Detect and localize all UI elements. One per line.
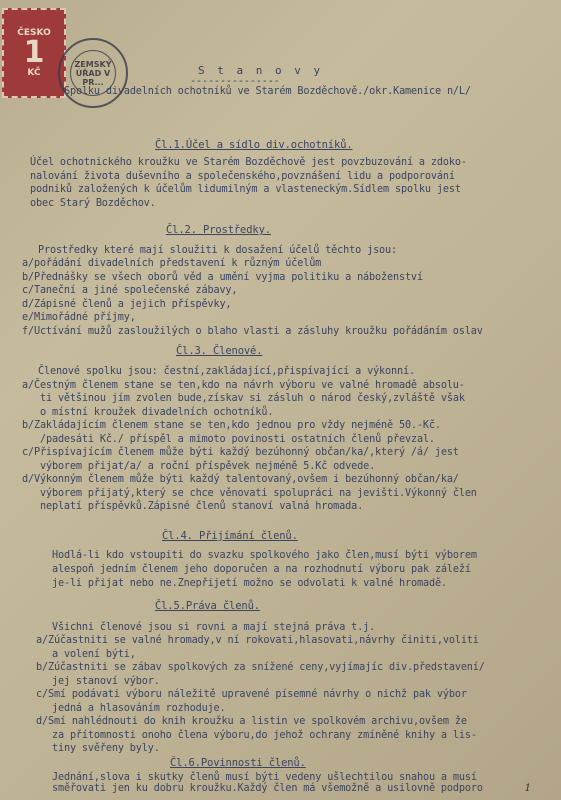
section-3-line: /padesáti Kč./ příspěl a mimoto povinosti ostatních členů převzal. xyxy=(40,434,435,445)
section-3-heading: Čl.3. Členové. xyxy=(176,345,263,357)
section-1-heading: Čl.1.Účel a sídlo div.ochotníků. xyxy=(155,139,353,151)
section-1-line: obec Starý Bozděchov. xyxy=(30,198,156,209)
section-3-line: výborem přijatý,který se chce věnovati spolupráci na jevišti.Výkonný člen xyxy=(40,488,477,499)
section-2-line: e/Mimořádné příjmy, xyxy=(22,312,136,323)
section-3-line: neplatí příspěvků.Zápisné členů stanoví valná hromada. xyxy=(40,501,364,512)
stamp-value: 1 xyxy=(23,35,45,70)
section-4-line: alespoň jedním členem jeho doporučen a na rozhodnutí výboru pak záleží xyxy=(52,564,471,575)
document-subtitle: Spolku divadelních ochotníků ve Starém Bozděchově./okr.Kamenice n/L/ xyxy=(64,86,471,97)
section-3-line: o místní kroužek divadelních ochotníků. xyxy=(40,407,274,418)
section-5-line: b/Zúčastniti se zábav spolkových za snížené ceny,vyjímajíc div.představení/ xyxy=(36,662,485,673)
section-5-line: jej stanoví výbor. xyxy=(52,676,160,687)
stamp-bottom-text: KČ xyxy=(27,68,41,78)
stamp-top-text: ČESKO xyxy=(17,28,51,38)
section-5-line: a volení býti, xyxy=(52,649,136,660)
section-3-line: výborem přijat/a/ a roční příspěvek nejméně 5.Kč odvede. xyxy=(40,461,376,472)
section-4-heading: Čl.4. Přijímání členů. xyxy=(162,530,298,542)
page-number: 1 xyxy=(524,783,531,794)
section-3-line: Členové spolku jsou: čestní,zakládající,přispívající a výkonní. xyxy=(38,366,415,377)
section-6-line: směřovati jen ku dobru kroužku.Každý člen má všemožně a usilovně podporo xyxy=(52,783,483,794)
section-5-line: a/Zúčastniti se valné hromady,v ní rokovati,hlasovati,návrhy činiti,voliti xyxy=(36,635,479,646)
section-5-line: za přítomnosti onoho člena výboru,do jehož ochrany zmíněné knihy a lis- xyxy=(52,730,477,741)
section-6-heading: Čl.6.Povinnosti členů. xyxy=(170,757,306,769)
section-4-line: je-li přijat nebo ne.Znepřijetí možno se odvolati k valné hromadě. xyxy=(52,578,447,589)
section-5-line: jedná a hlasováním rozhoduje. xyxy=(52,703,226,714)
section-3-line: d/Výkonným členem může býti každý talentovaný,ovšem i bezúhonný občan/ka/ xyxy=(22,474,459,485)
official-seal xyxy=(58,38,128,108)
title-underline: --------------- xyxy=(190,76,280,87)
postage-stamp xyxy=(2,8,66,98)
seal-text: ZEMSKÝ ÚŘAD V PR... xyxy=(74,59,112,87)
section-3-line: ti většinou jím zvolen bude,získav si zásluh o národ český,zvláště však xyxy=(40,393,465,404)
document-title: S t a n o v y xyxy=(198,64,324,77)
section-1-line: nalování života duševního a společenského,povznášení lidu a podporování xyxy=(30,171,455,182)
section-5-heading: Čl.5.Práva členů. xyxy=(155,600,260,612)
section-2-line: b/Přednášky se všech oborů věd a umění vyjma politiku a náboženství xyxy=(22,272,423,283)
section-5-line: Všichni členové jsou si rovni a mají stejná práva t.j. xyxy=(52,622,376,633)
section-5-line: d/Smí nahlédnouti do knih kroužku a listin ve spolkovém archivu,ovšem že xyxy=(36,716,467,727)
section-2-line: d/Zápisné členů a jejich příspěvky, xyxy=(22,299,232,310)
section-2-line: c/Taneční a jiné společenské zábavy, xyxy=(22,285,238,296)
section-2-line: f/Uctívání mužů zasloužilých o blaho vlasti a zásluhy kroužku pořádáním oslav xyxy=(22,326,483,337)
section-2-line: Prostředky které mají sloužiti k dosažení účelů těchto jsou: xyxy=(38,245,398,256)
section-6-line: Jednání,slova i skutky členů musí býti vedeny ušlechtilou snahou a musí xyxy=(52,772,477,783)
section-3-line: c/Přispívajícím členem může býti každý bezúhonný občan/ka/,který /á/ jest xyxy=(22,447,459,458)
section-4-line: Hodlá-li kdo vstoupiti do svazku spolkového jako člen,musí býti výborem xyxy=(52,550,477,561)
section-3-line: b/Zakládajícím členem stane se ten,kdo jednou pro vždy nejméně 50.-Kč. xyxy=(22,420,441,431)
section-2-line: a/pořádání divadelních představení k různým účelům xyxy=(22,258,322,269)
section-5-line: c/Smí podávati výboru náležitě upravené písemné návrhy o nichž pak výbor xyxy=(36,689,467,700)
section-5-line: tiny svěřeny byly. xyxy=(52,743,160,754)
section-1-line: Účel ochotnického kroužku ve Starém Bozděchově jest povzbuzování a zdoko- xyxy=(30,157,467,168)
section-1-line: podniků založených k účelům lidumilným a vlasteneckým.Sídlem spolku jest xyxy=(30,184,461,195)
section-2-heading: Čl.2. Prostředky. xyxy=(166,224,271,236)
section-3-line: a/Čestným členem stane se ten,kdo na návrh výboru ve valné hromadě absolu- xyxy=(22,380,465,391)
